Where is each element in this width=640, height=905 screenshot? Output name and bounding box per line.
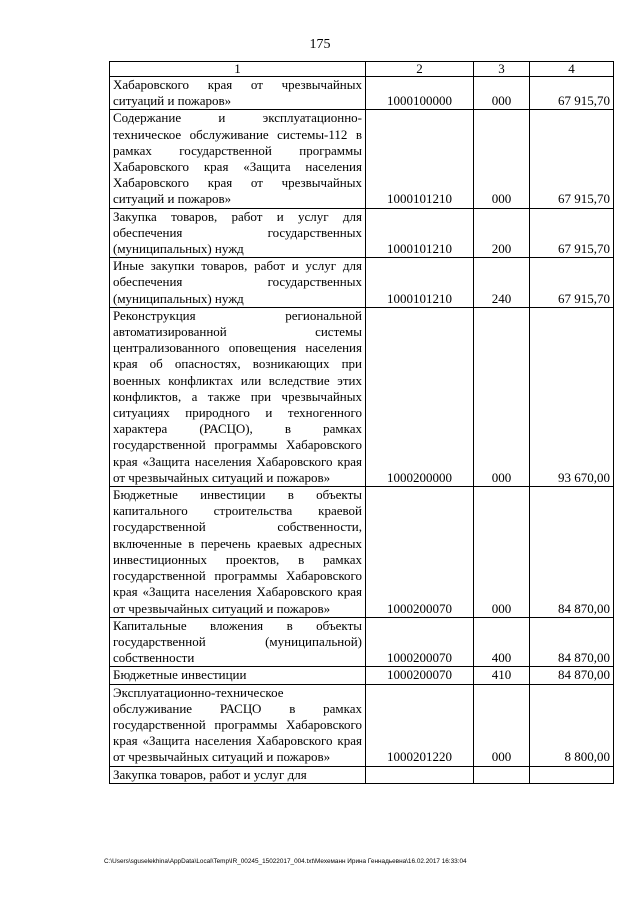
budget-table — [109, 61, 614, 784]
table-row — [110, 110, 614, 208]
table-row — [110, 667, 614, 684]
table-row — [110, 487, 614, 618]
row-type — [474, 766, 530, 783]
row-amount: 84 870,00 — [530, 617, 614, 667]
table-row — [110, 77, 614, 110]
row-amount: 8 800,00 — [530, 684, 614, 766]
row-code: 1000101210 — [366, 110, 474, 208]
row-amount: 67 915,70 — [530, 258, 614, 308]
row-name: Закупка товаров, работ и услуг для — [110, 766, 366, 783]
table-row — [110, 617, 614, 667]
table-header-row — [110, 62, 614, 77]
row-code: 1000101210 — [366, 258, 474, 308]
row-amount: 67 915,70 — [530, 208, 614, 258]
row-type: 410 — [474, 667, 530, 684]
row-name: Иные закупки товаров, работ и услуг для обеспечения государственных (муниципальных) нужд — [110, 258, 366, 308]
table-row — [110, 307, 614, 486]
row-amount: 67 915,70 — [530, 77, 614, 110]
row-code: 1000200070 — [366, 617, 474, 667]
row-name: Капитальные вложения в объекты государственной (муниципальной) собственности — [110, 617, 366, 667]
row-name: Закупка товаров, работ и услуг для обеспечения государственных (муниципальных) нужд — [110, 208, 366, 258]
row-name: Реконструкция региональной автоматизированной системы централизованного оповещения населения края об опасностях, возникающих при военных конфликтах или вследствие этих конфликтов, а также при чрезвычайных ситуациях природного и техногенного характера (РАСЦО), в рамках государственной программы Хабаровского края «Защита населения Хабаровского края от чрезвычайных ситуаций и пожаров» — [110, 307, 366, 486]
row-name: Хабаровского края от чрезвычайных ситуаций и пожаров» — [110, 77, 366, 110]
row-code: 1000100000 — [366, 77, 474, 110]
row-type: 000 — [474, 307, 530, 486]
row-code — [366, 766, 474, 783]
table-row — [110, 684, 614, 766]
footer-file-path: C:\Users\sguselekhina\AppData\Local\Temp\IR_00245_15022017_004.txt\Мехеманн Ирина Геннадьевна\16.02.2017 16:33:04 — [104, 858, 467, 865]
row-code: 1000201220 — [366, 684, 474, 766]
row-type: 000 — [474, 110, 530, 208]
row-code: 1000200000 — [366, 307, 474, 486]
row-amount — [530, 766, 614, 783]
table-row — [110, 208, 614, 258]
row-code: 1000200070 — [366, 667, 474, 684]
header-col-3: 3 — [474, 62, 530, 77]
row-type: 000 — [474, 684, 530, 766]
row-amount: 84 870,00 — [530, 487, 614, 618]
row-amount: 93 670,00 — [530, 307, 614, 486]
row-code: 1000200070 — [366, 487, 474, 618]
row-type: 400 — [474, 617, 530, 667]
row-type: 200 — [474, 208, 530, 258]
row-type: 240 — [474, 258, 530, 308]
page-number: 175 — [309, 37, 331, 52]
row-amount: 84 870,00 — [530, 667, 614, 684]
row-name: Эксплуатационно-техническое обслуживание РАСЦО в рамках государственной программы Хабаровского края «Защита населения Хабаровского края от чрезвычайных ситуаций и пожаров» — [110, 684, 366, 766]
header-col-4: 4 — [530, 62, 614, 77]
table-row — [110, 766, 614, 783]
row-code: 1000101210 — [366, 208, 474, 258]
row-amount: 67 915,70 — [530, 110, 614, 208]
row-name: Бюджетные инвестиции — [110, 667, 366, 684]
row-type: 000 — [474, 487, 530, 618]
row-type: 000 — [474, 77, 530, 110]
row-name: Содержание и эксплуатационно-техническое обслуживание системы-112 в рамках государственной программы Хабаровского края «Защита населения Хабаровского края от чрезвычайных ситуаций и пожаров» — [110, 110, 366, 208]
row-name: Бюджетные инвестиции в объекты капитального строительства краевой государственной собственности, включенные в перечень краевых адресных инвестиционных проектов, в рамках государственной программы Хабаровского края «Защита населения Хабаровского края от чрезвычайных ситуаций и пожаров» — [110, 487, 366, 618]
table-row — [110, 258, 614, 308]
header-col-2: 2 — [366, 62, 474, 77]
header-col-1: 1 — [110, 62, 366, 77]
